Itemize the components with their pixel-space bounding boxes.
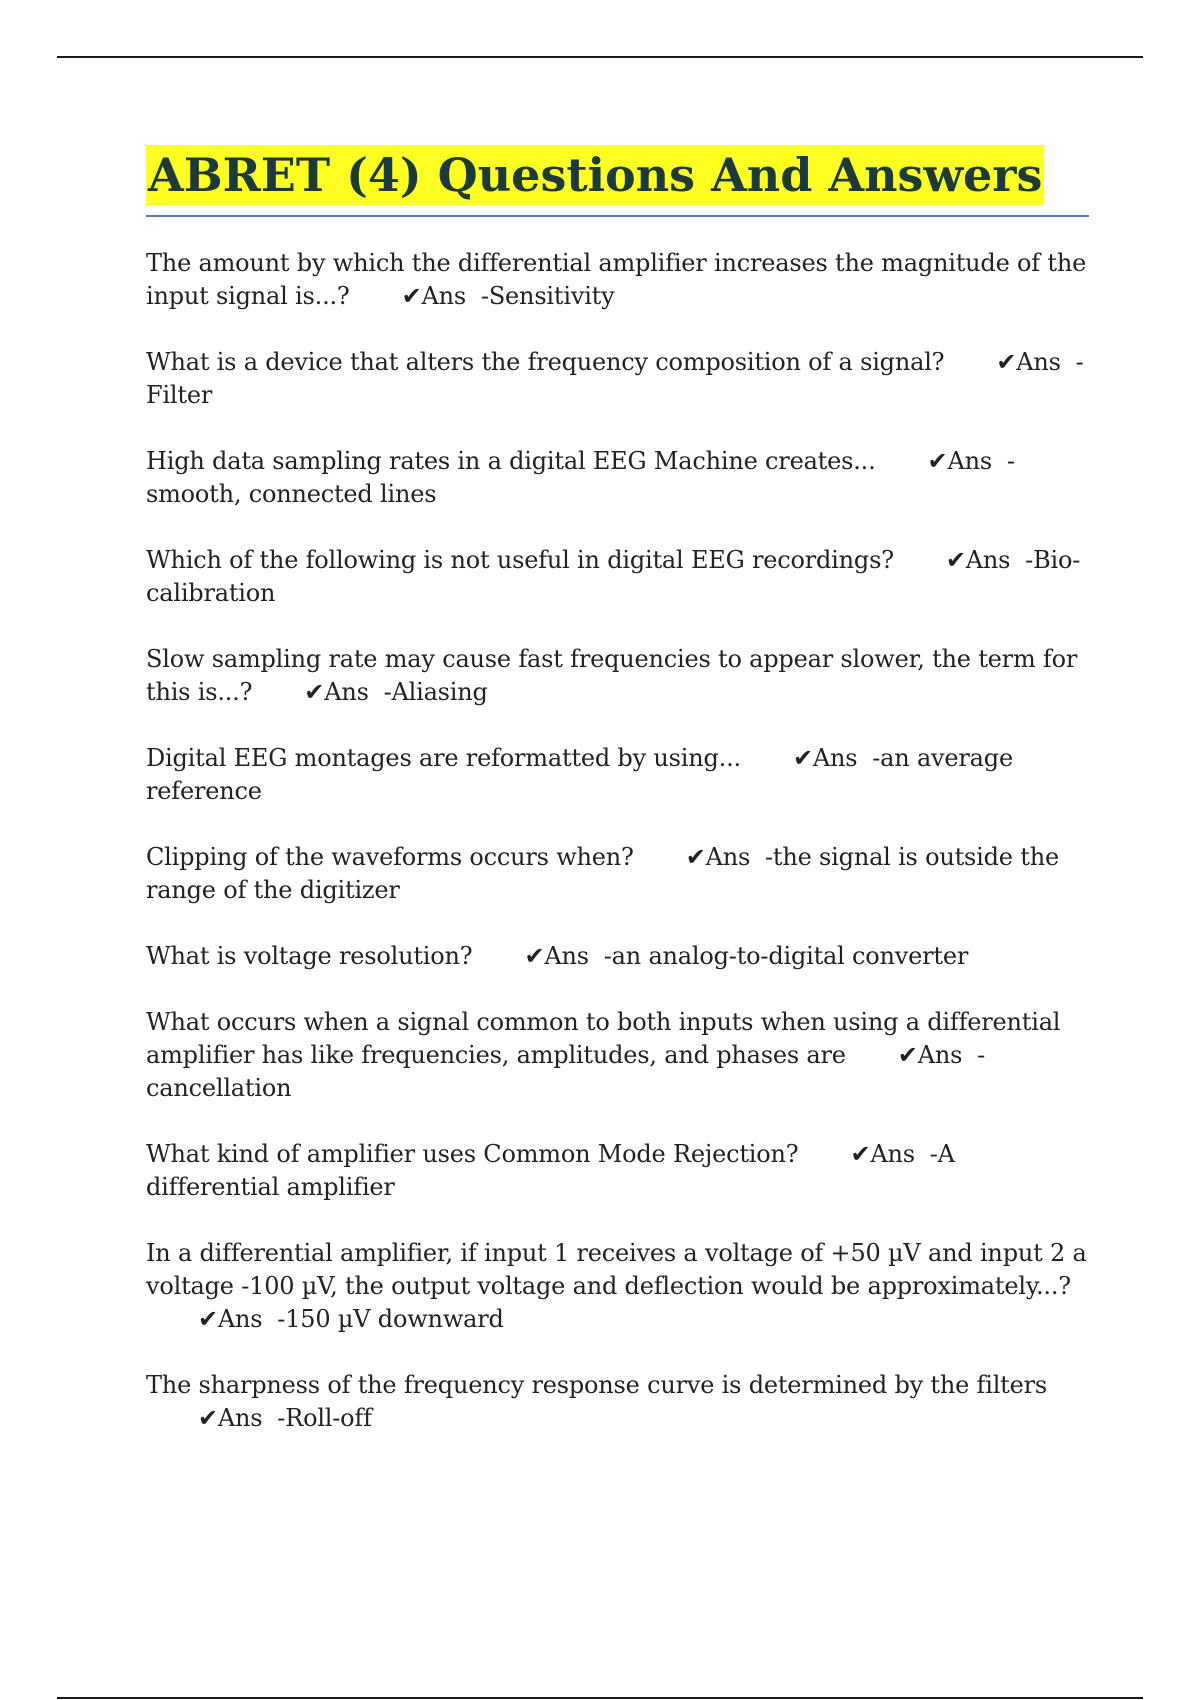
answer-text: -Filter bbox=[146, 348, 1084, 409]
question-text: Digital EEG montages are reformatted by using... bbox=[146, 744, 741, 772]
answer-text: -Aliasing bbox=[383, 678, 488, 706]
answer-text: -Roll-off bbox=[277, 1404, 372, 1432]
top-rule bbox=[57, 56, 1143, 58]
answer-text: -150 µV downward bbox=[277, 1305, 504, 1333]
answer-text: -smooth, connected lines bbox=[146, 447, 1015, 508]
qa-item bbox=[146, 1369, 1089, 1435]
answer-text: -A differential amplifier bbox=[146, 1140, 955, 1201]
answer-prefix: Ans bbox=[965, 546, 1011, 574]
answer-prefix: Ans bbox=[917, 1041, 963, 1069]
answer-text: -an analog-to-digital converter bbox=[603, 942, 969, 970]
checkmark-icon: ✔ bbox=[198, 1404, 218, 1432]
answer-prefix: Ans bbox=[1016, 348, 1061, 376]
document-body bbox=[146, 145, 1089, 1468]
qa-item bbox=[146, 544, 1089, 610]
qa-item bbox=[146, 841, 1089, 907]
question-text: The amount by which the differential amplifier increases the magnitude of the input signal is...? bbox=[146, 249, 1087, 310]
qa-item bbox=[146, 445, 1089, 511]
checkmark-icon: ✔ bbox=[401, 282, 422, 310]
answer-text: -cancellation bbox=[146, 1041, 985, 1102]
bottom-rule bbox=[57, 1697, 1143, 1699]
answer-prefix: Ans bbox=[544, 942, 589, 970]
question-text: Slow sampling rate may cause fast frequencies to appear slower, the term for this is...? bbox=[146, 645, 1078, 706]
question-text: High data sampling rates in a digital EEG Machine creates... bbox=[146, 447, 876, 475]
qa-list bbox=[146, 247, 1089, 1435]
checkmark-icon: ✔ bbox=[198, 1305, 218, 1333]
qa-item bbox=[146, 346, 1089, 412]
answer-text: -Bio-calibration bbox=[146, 546, 1081, 607]
question-text: In a differential amplifier, if input 1 receives a voltage of +50 µV and input 2 a voltage -100 µV, the output voltage and deflection would be approximately...? bbox=[146, 1239, 1087, 1300]
question-text: What is voltage resolution? bbox=[146, 942, 473, 970]
answer-prefix: Ans bbox=[217, 1404, 263, 1432]
question-text: Clipping of the waveforms occurs when? bbox=[146, 843, 634, 871]
qa-item bbox=[146, 1138, 1089, 1204]
question-text: What occurs when a signal common to both inputs when using a differential amplifier has like frequencies, amplitudes, and phases are bbox=[146, 1008, 1061, 1069]
title-underline bbox=[146, 215, 1089, 217]
checkmark-icon: ✔ bbox=[685, 843, 706, 871]
checkmark-icon: ✔ bbox=[927, 447, 948, 475]
qa-item bbox=[146, 643, 1089, 709]
qa-item bbox=[146, 1237, 1089, 1336]
answer-prefix: Ans bbox=[947, 447, 992, 475]
question-text: The sharpness of the frequency response curve is determined by the filters bbox=[146, 1371, 1048, 1399]
qa-item bbox=[146, 940, 1089, 973]
checkmark-icon: ✔ bbox=[792, 744, 813, 772]
answer-prefix: Ans bbox=[812, 744, 858, 772]
question-text: What kind of amplifier uses Common Mode Rejection? bbox=[146, 1140, 799, 1168]
checkmark-icon: ✔ bbox=[996, 348, 1017, 376]
checkmark-icon: ✔ bbox=[304, 678, 325, 706]
question-text: What is a device that alters the frequency composition of a signal? bbox=[146, 348, 945, 376]
checkmark-icon: ✔ bbox=[850, 1140, 871, 1168]
qa-item bbox=[146, 247, 1089, 313]
answer-prefix: Ans bbox=[421, 282, 467, 310]
checkmark-icon: ✔ bbox=[524, 942, 545, 970]
answer-text: -Sensitivity bbox=[480, 282, 615, 310]
answer-prefix: Ans bbox=[705, 843, 751, 871]
document-title: ABRET (4) Questions And Answers bbox=[146, 145, 1044, 205]
qa-item bbox=[146, 742, 1089, 808]
answer-prefix: Ans bbox=[324, 678, 369, 706]
question-text: Which of the following is not useful in digital EEG recordings? bbox=[146, 546, 894, 574]
answer-prefix: Ans bbox=[217, 1305, 263, 1333]
qa-item bbox=[146, 1006, 1089, 1105]
answer-text: -the signal is outside the range of the digitizer bbox=[146, 843, 1059, 904]
checkmark-icon: ✔ bbox=[945, 546, 966, 574]
checkmark-icon: ✔ bbox=[897, 1041, 918, 1069]
answer-prefix: Ans bbox=[870, 1140, 915, 1168]
answer-text: -an average reference bbox=[146, 744, 1013, 805]
